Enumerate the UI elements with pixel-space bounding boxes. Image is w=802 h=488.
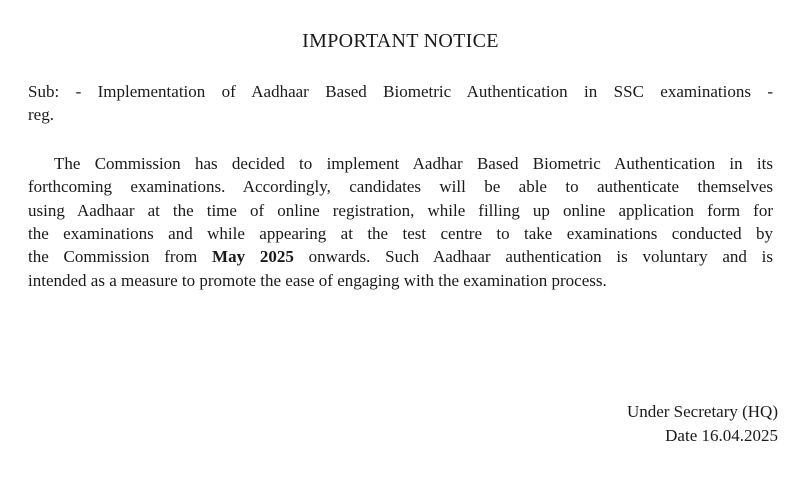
subject-line-2: reg. xyxy=(28,105,54,125)
body-line-4: the examinations and while appearing at the test centre to take examinations conducted by xyxy=(28,224,773,244)
subject-block xyxy=(28,80,773,127)
body-paragraph xyxy=(28,152,773,292)
signature-block xyxy=(28,400,778,447)
body-line-5-after: onwards. Such Aadhaar authentication is voluntary and is xyxy=(293,247,773,267)
notice-page xyxy=(0,28,802,488)
subject-line-1: Sub: - Implementation of Aadhaar Based Biometric Authentication in SSC examinations - xyxy=(28,82,773,101)
body-line-2: forthcoming examinations. Accordingly, candidates will be able to authenticate themselves xyxy=(28,177,773,197)
body-line-1: The Commission has decided to implement Aadhar Based Biometric Authentication in its xyxy=(54,153,773,173)
body-line-5-bold-date: May 2025 xyxy=(212,247,294,267)
notice-title: IMPORTANT NOTICE xyxy=(302,30,499,52)
body-line-3: using Aadhaar at the time of online registration, while filling up online application form for xyxy=(28,200,773,220)
body-line-6: intended as a measure to promote the ease of engaging with the examination process. xyxy=(28,270,607,290)
body-line-5-before: the Commission from xyxy=(28,247,213,267)
signature-date: Date 16.04.2025 xyxy=(665,425,778,445)
body-line-5 xyxy=(28,245,773,268)
signature-role: Under Secretary (HQ) xyxy=(626,402,778,422)
